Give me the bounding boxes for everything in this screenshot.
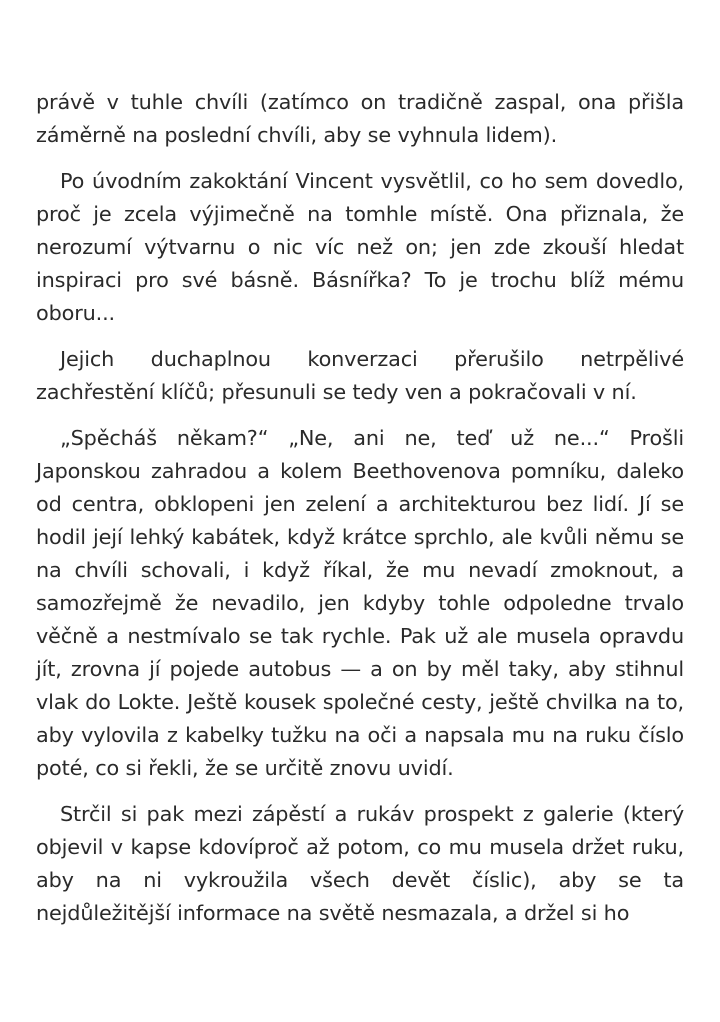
- paragraph-walk: „Spěcháš někam?“ „Ne, ani ne, teď už ne...“ Prošli Japonskou zahradou a kolem Beethovenova pomníku, daleko od centra, obklopeni jen zelení a architekturou bez lidí. Jí se hodil její lehký kabátek, když krátce sprchlo, ale kvůli němu se na chvíli schovali, i když říkal, že mu nevadí zmoknout, a samozřejmě že nevadilo, jen kdyby tohle odpoledne trvalo věčně a nestmívalo se tak rychle. Pak už ale musela opravdu jít, zrovna jí pojede autobus — a on by měl taky, aby stihnul vlak do Lokte. Ještě kousek společné cesty, ještě chvilka na to, aby vylovila z kabelky tužku na oči a napsala mu na ruku číslo poté, co si řekli, že se určitě znovu uvidí.: [36, 426, 684, 780]
- paragraph-continued: právě v tuhle chvíli (zatímco on tradičně zaspal, ona přišla záměrně na poslední chvíli, aby se vyhnula lidem).: [36, 90, 684, 147]
- paragraph-prospect: Strčil si pak mezi zápěstí a rukáv prospekt z galerie (který objevil v kapse kdovíproč až potom, co mu musela držet ruku, aby na ni vykroužila všech devět číslic), aby se ta nejdůležitější informace na světě nesmazala, a držel si ho: [36, 802, 684, 925]
- paragraph-introduction: Po úvodním zakoktání Vincent vysvětlil, co ho sem dovedlo, proč je zcela výjimečně na tomhle místě. Ona přiznala, že nerozumí výtvarnu o nic víc než on; jen zde zkouší hledat inspiraci pro své básně. Básnířka? To je trochu blíž mému oboru...: [36, 169, 684, 325]
- paragraph-conversation: Jejich duchaplnou konverzaci přerušilo netrpělivé zachřestění klíčů; přesunuli se tedy ven a pokračovali v ní.: [36, 347, 684, 404]
- page-text: [36, 86, 684, 943]
